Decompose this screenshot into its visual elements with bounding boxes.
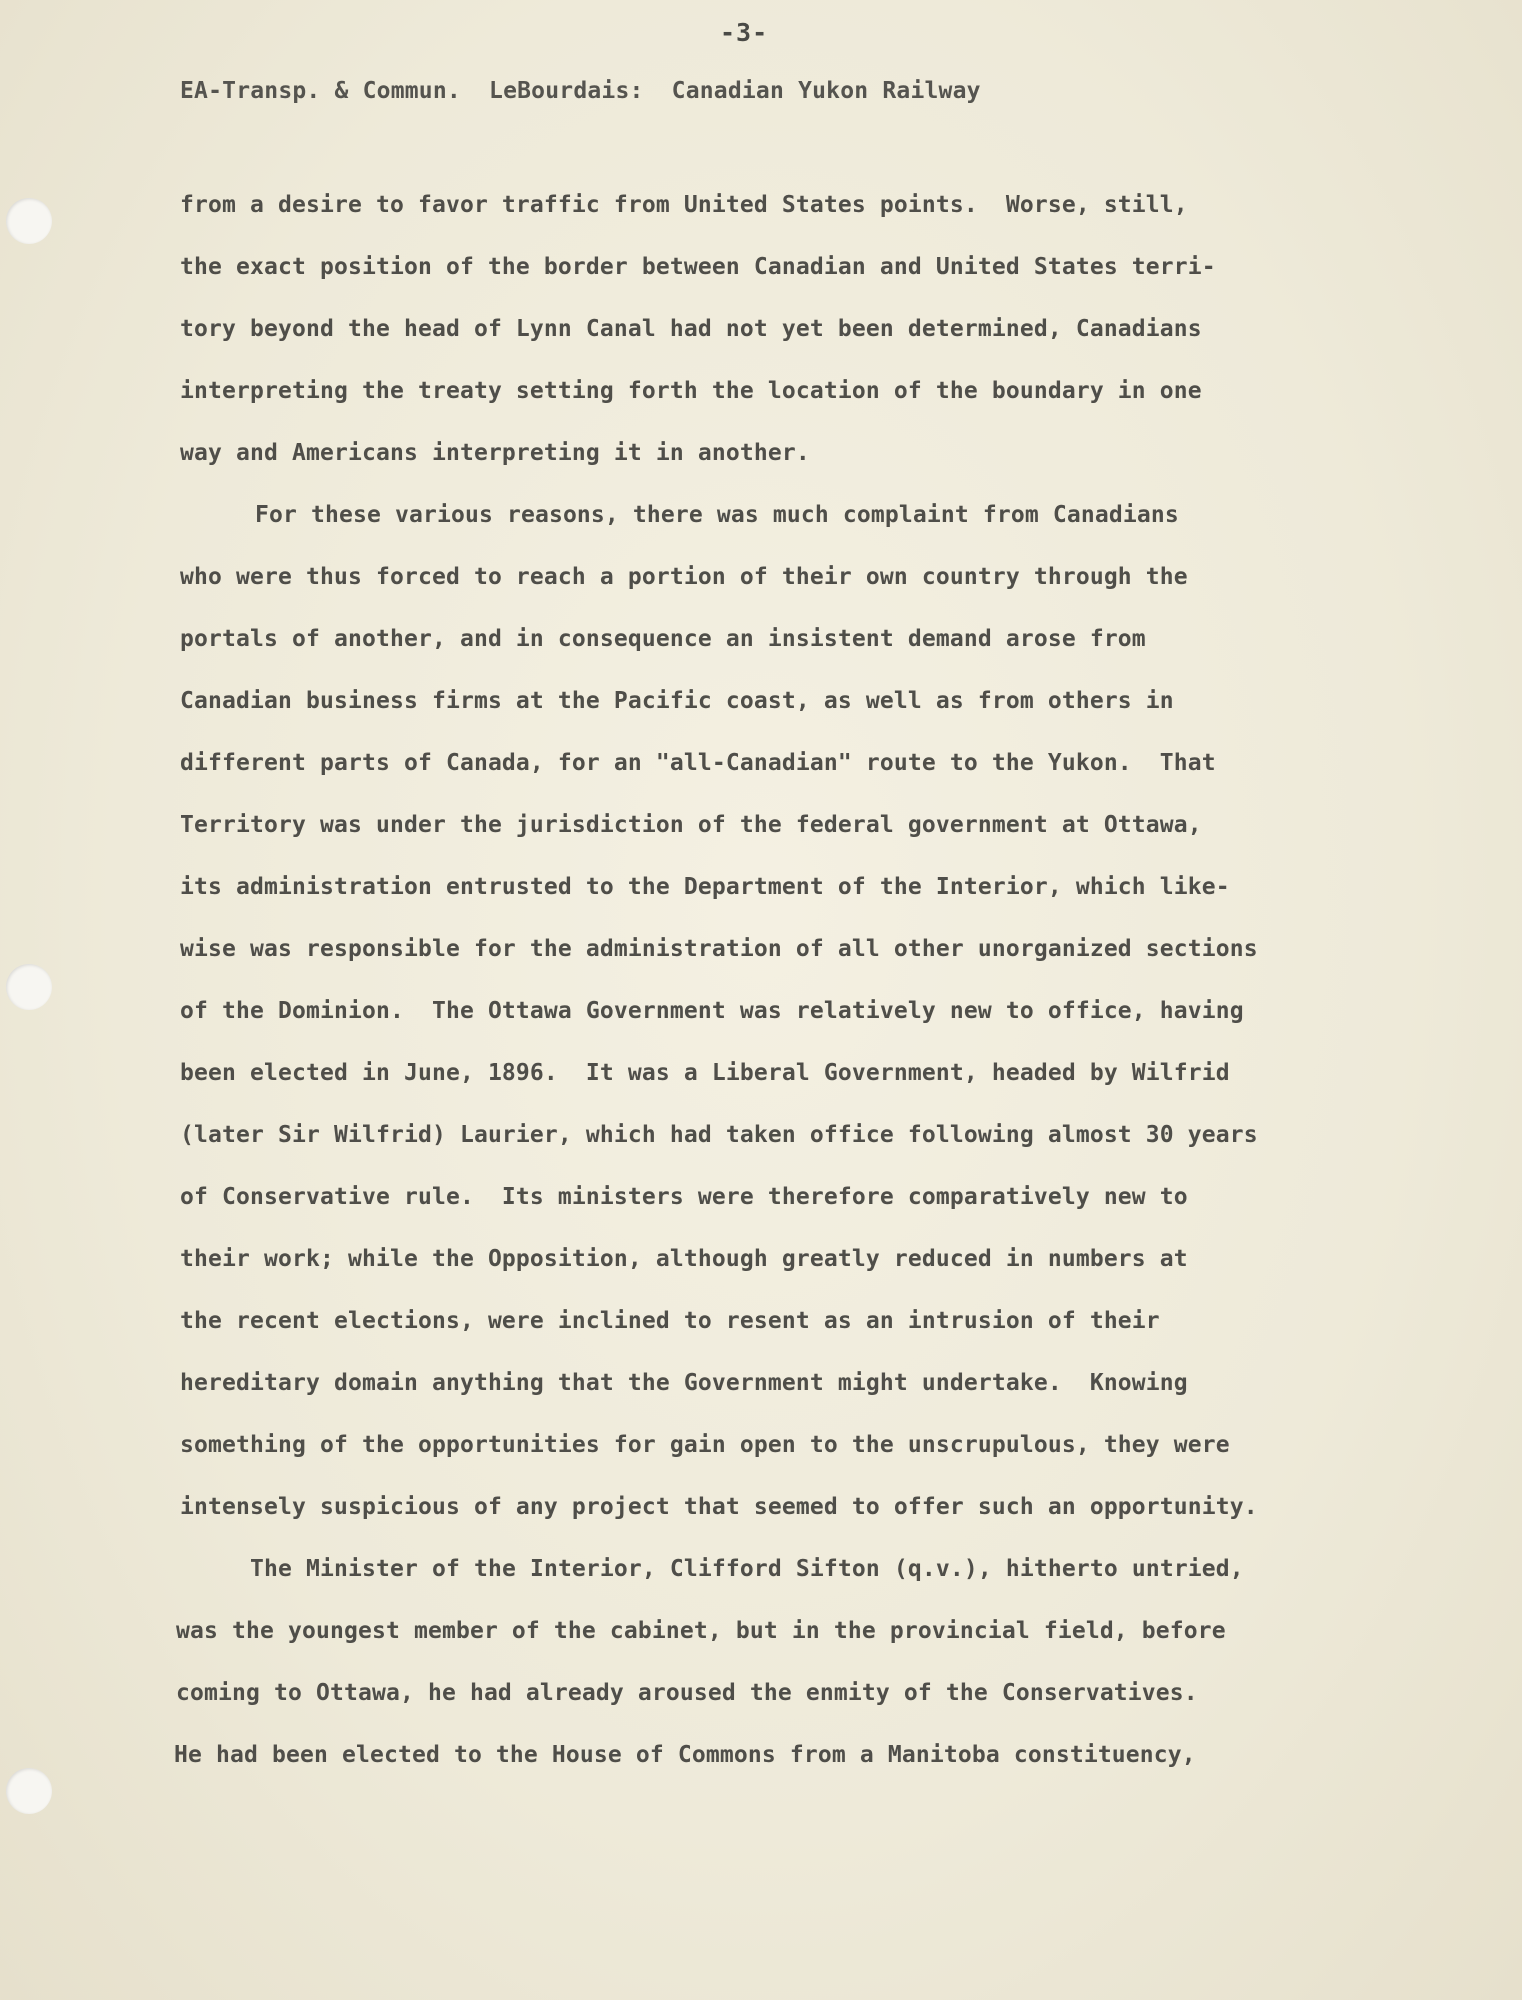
text-line: portals of another, and in consequence an insistent demand arose from [180, 626, 1146, 652]
page-number: -3- [720, 18, 769, 47]
text-line: (later Sir Wilfrid) Laurier, which had taken office following almost 30 years [180, 1122, 1258, 1148]
text-line: something of the opportunities for gain open to the unscrupulous, they were [180, 1432, 1230, 1458]
paragraph-first-line: The Minister of the Interior, Clifford Sifton (q.v.), hitherto untried, [250, 1556, 1244, 1582]
text-line: of Conservative rule. Its ministers were therefore comparatively new to [180, 1184, 1188, 1210]
paragraph-first-line: For these various reasons, there was much complaint from Canadians [255, 502, 1179, 528]
text-line: the recent elections, were inclined to resent as an intrusion of their [180, 1308, 1160, 1334]
running-head: EA-Transp. & Commun. LeBourdais: Canadian Yukon Railway [180, 78, 981, 104]
text-line: of the Dominion. The Ottawa Government was relatively new to office, having [180, 998, 1244, 1024]
text-line: coming to Ottawa, he had already aroused the enmity of the Conservatives. [176, 1680, 1198, 1706]
text-line: hereditary domain anything that the Government might undertake. Knowing [180, 1370, 1188, 1396]
text-line: the exact position of the border between Canadian and United States terri- [180, 254, 1216, 280]
punch-hole [6, 964, 52, 1010]
text-line: intensely suspicious of any project that seemed to offer such an opportunity. [180, 1494, 1258, 1520]
text-line: was the youngest member of the cabinet, but in the provincial field, before [176, 1618, 1226, 1644]
text-line: tory beyond the head of Lynn Canal had not yet been determined, Canadians [180, 316, 1202, 342]
text-line: Canadian business firms at the Pacific coast, as well as from others in [180, 688, 1174, 714]
punch-hole [6, 198, 52, 244]
text-line: interpreting the treaty setting forth the location of the boundary in one [180, 378, 1202, 404]
text-line: who were thus forced to reach a portion of their own country through the [180, 564, 1188, 590]
text-line: their work; while the Opposition, although greatly reduced in numbers at [180, 1246, 1188, 1272]
text-line: wise was responsible for the administration of all other unorganized sections [180, 936, 1258, 962]
text-line: its administration entrusted to the Department of the Interior, which like- [180, 874, 1230, 900]
text-line: way and Americans interpreting it in another. [180, 440, 810, 466]
text-line: been elected in June, 1896. It was a Liberal Government, headed by Wilfrid [180, 1060, 1230, 1086]
text-line: He had been elected to the House of Commons from a Manitoba constituency, [174, 1742, 1196, 1768]
punch-hole [6, 1768, 52, 1814]
text-line: different parts of Canada, for an "all-Canadian" route to the Yukon. That [180, 750, 1216, 776]
text-line: Territory was under the jurisdiction of the federal government at Ottawa, [180, 812, 1202, 838]
text-line: from a desire to favor traffic from United States points. Worse, still, [180, 192, 1188, 218]
